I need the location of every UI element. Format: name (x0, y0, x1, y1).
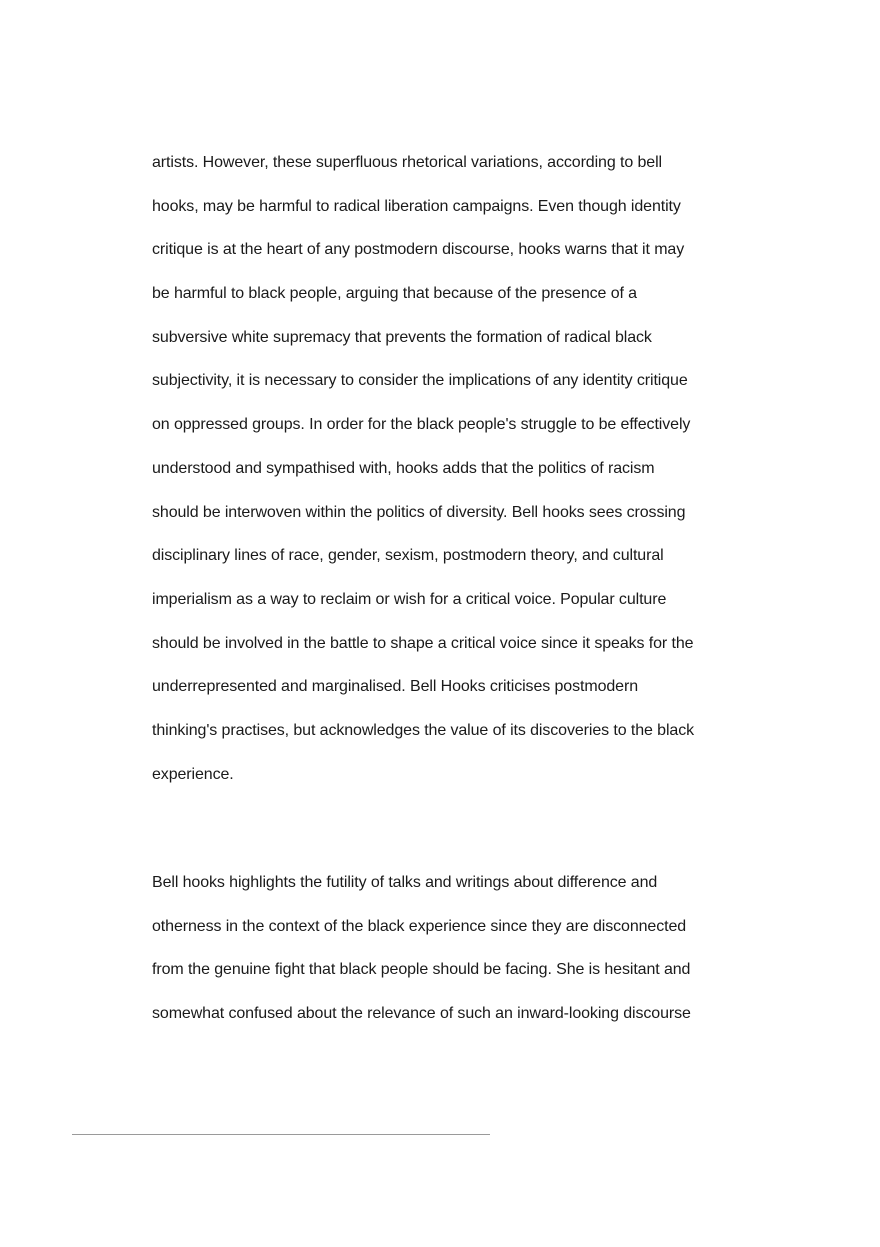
text-line: understood and sympathised with, hooks adds that the politics of racism (152, 459, 655, 477)
text-line: imperialism as a way to reclaim or wish for a critical voice. Popular culture (152, 590, 667, 608)
paragraph-1 (152, 141, 732, 796)
text-line: Bell hooks highlights the futility of talks and writings about difference and (152, 874, 658, 891)
text-line: underrepresented and marginalised. Bell Hooks criticises postmodern (152, 678, 638, 696)
text-line: be harmful to black people, arguing that because of the presence of a (152, 285, 637, 303)
paragraph-2 (152, 861, 732, 1036)
text-line: critique is at the heart of any postmodern discourse, hooks warns that it may (152, 241, 685, 259)
text-line: should be interwoven within the politics of diversity. Bell hooks sees crossing (152, 503, 686, 521)
text-line: otherness in the context of the black experience since they are disconnected (152, 917, 687, 935)
text-line: artists. However, these superfluous rhetorical variations, according to bell (152, 154, 662, 171)
text-line: subversive white supremacy that prevents the formation of radical black (152, 328, 652, 346)
text-line: thinking's practises, but acknowledges the value of its discoveries to the black (152, 721, 695, 739)
text-line: from the genuine fight that black people should be facing. She is hesitant and (152, 961, 691, 979)
footnote-separator (72, 1134, 490, 1135)
text-line: on oppressed groups. In order for the black people's struggle to be effectively (152, 416, 691, 434)
text-line: subjectivity, it is necessary to consider the implications of any identity critique (152, 372, 688, 390)
text-line: somewhat confused about the relevance of such an inward-looking discourse (152, 1005, 691, 1023)
text-line: experience. (152, 765, 234, 783)
text-line: disciplinary lines of race, gender, sexism, postmodern theory, and cultural (152, 547, 664, 565)
text-line: should be involved in the battle to shape a critical voice since it speaks for the (152, 634, 694, 652)
text-line: hooks, may be harmful to radical liberation campaigns. Even though identity (152, 197, 681, 215)
